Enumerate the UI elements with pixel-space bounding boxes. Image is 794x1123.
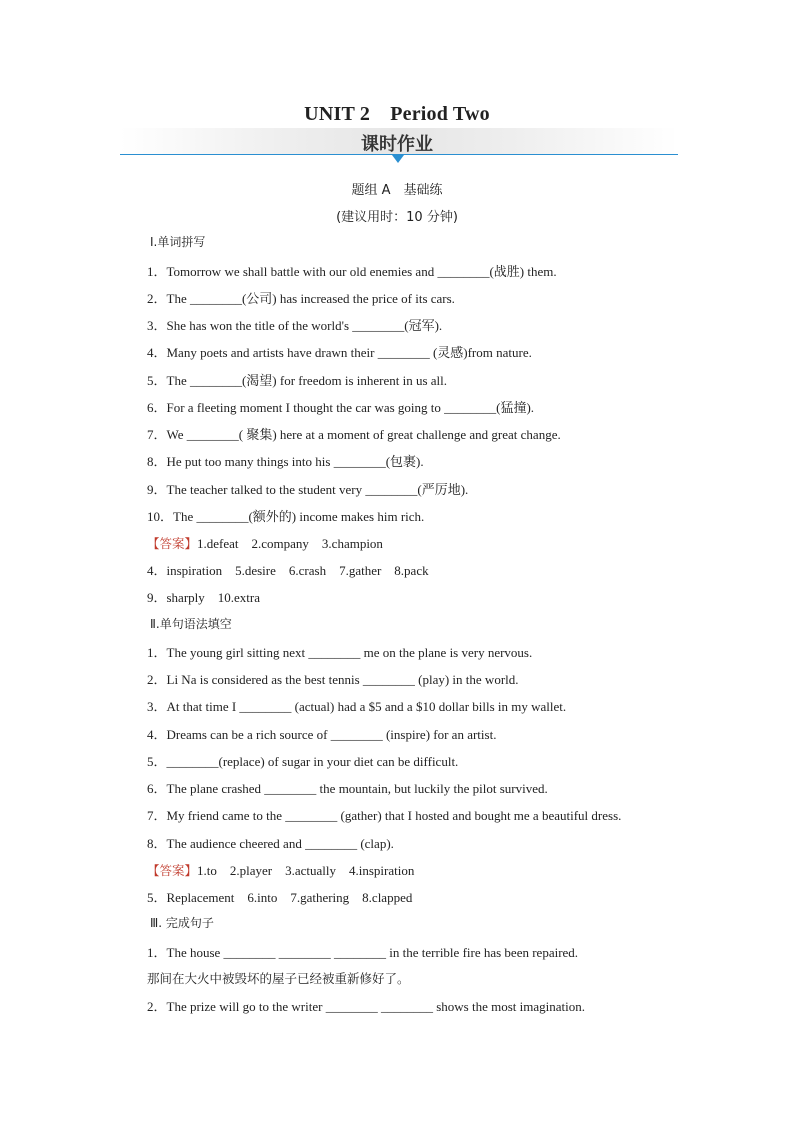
answer-line	[147, 533, 383, 552]
banner-heading: 课时作业	[361, 134, 433, 155]
list-item: 2．The prize will go to the writer ________ ________ shows the most imagination.	[147, 999, 585, 1014]
list-item: 2．Li Na is considered as the best tennis ________ (play) in the world.	[147, 672, 519, 687]
answer-line: 4．inspiration 5.desire 6.crash 7.gather 8.pack	[147, 563, 429, 578]
answer-line: 5．Replacement 6.into 7.gathering 8.clapped	[147, 890, 413, 905]
section-heading-spelling: Ⅰ.单词拼写	[150, 235, 206, 249]
list-item: 9．The teacher talked to the student very ________(严厉地).	[147, 482, 469, 497]
list-item: 4．Dreams can be a rich source of ________ (inspire) for an artist.	[147, 727, 497, 742]
list-item: 3．She has won the title of the world's ________(冠军).	[147, 318, 443, 333]
section-heading-grammar: Ⅱ.单句语法填空	[150, 617, 232, 631]
list-item: 7．My friend came to the ________ (gather) that I hosted and bought me a beautiful dress.	[147, 808, 622, 823]
answer-line: 9．sharply 10.extra	[147, 590, 261, 605]
list-item: 2．The ________(公司) has increased the price of its cars.	[147, 291, 455, 306]
list-item: 8．The audience cheered and ________ (clap).	[147, 836, 394, 851]
answer-text: 1.defeat 2.company 3.champion	[197, 536, 383, 551]
list-item: 1．The young girl sitting next ________ me on the plane is very nervous.	[147, 645, 533, 660]
list-item: 5．________(replace) of sugar in your diet can be difficult.	[147, 754, 459, 769]
list-item: 6．For a fleeting moment I thought the car was going to ________(猛撞).	[147, 400, 535, 415]
list-item: 4．Many poets and artists have drawn their ________ (灵感)from nature.	[147, 345, 532, 360]
page-title: UNIT 2 Period Two	[304, 103, 490, 125]
list-item: 3．At that time I ________ (actual) had a $5 and a $10 dollar bills in my wallet.	[147, 699, 567, 714]
list-item: 8．He put too many things into his ________(包裹).	[147, 454, 424, 469]
translation-line: 那间在大火中被毁坏的屋子已经被重新修好了。	[147, 971, 410, 986]
group-label: 题组 A 基础练	[351, 183, 443, 198]
down-triangle-icon	[392, 155, 404, 163]
time-hint: (建议用时：10 分钟)	[336, 210, 458, 225]
list-item: 6．The plane crashed ________ the mountain, but luckily the pilot survived.	[147, 781, 548, 796]
answer-tag: 【答案】	[147, 536, 198, 551]
answer-line	[147, 860, 414, 879]
list-item: 10．The ________(额外的) income makes him rich.	[147, 509, 425, 524]
list-item: 7．We ________( 聚集) here at a moment of great challenge and great change.	[147, 427, 561, 442]
list-item: 1．Tomorrow we shall battle with our old enemies and ________(战胜) them.	[147, 264, 557, 279]
section-heading-complete-sentences: Ⅲ. 完成句子	[150, 916, 214, 930]
answer-text: 1.to 2.player 3.actually 4.inspiration	[197, 863, 415, 878]
list-item: 1．The house ________ ________ ________ in the terrible fire has been repaired.	[147, 945, 579, 960]
answer-tag: 【答案】	[147, 863, 198, 878]
list-item: 5．The ________(渴望) for freedom is inherent in us all.	[147, 373, 448, 388]
